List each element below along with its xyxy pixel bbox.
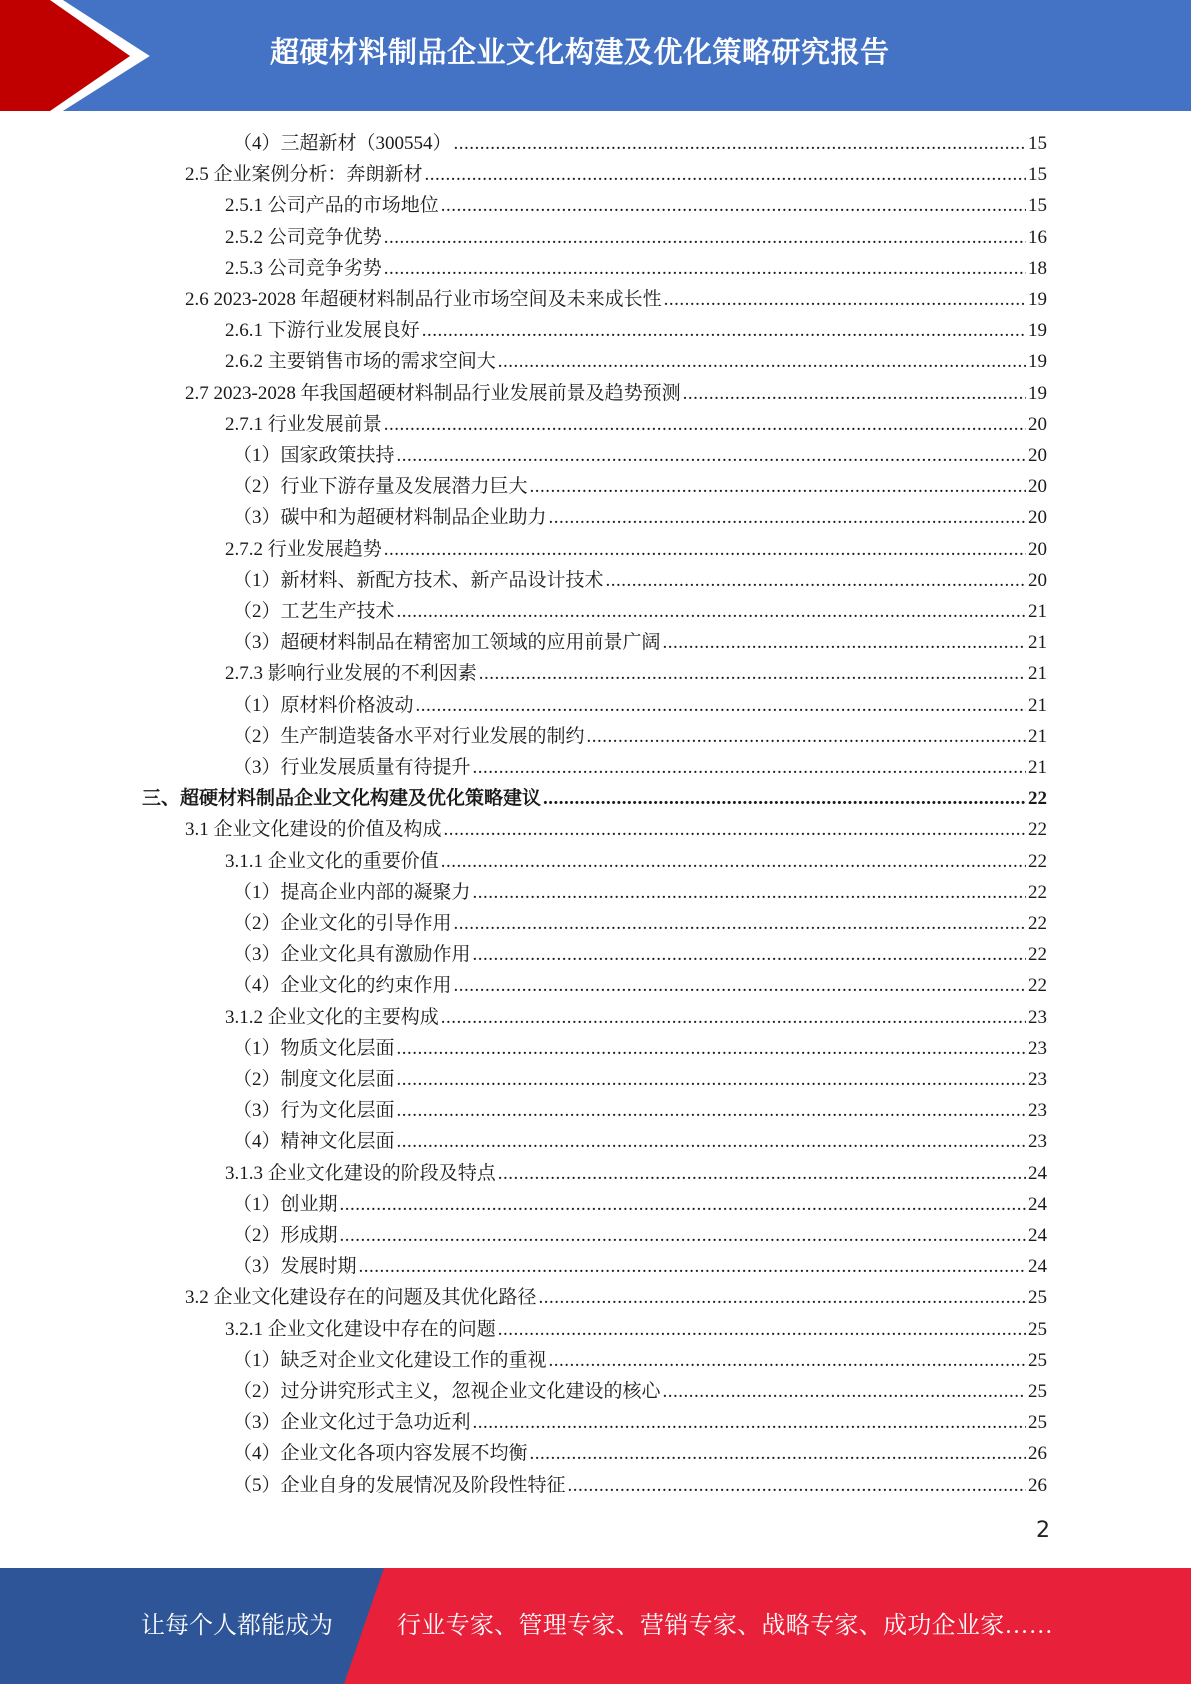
toc-entry[interactable] — [225, 409, 1047, 440]
toc-entry-page-number: 20 — [1028, 538, 1047, 560]
toc-entry-title: （2）工艺生产技术 — [233, 601, 395, 622]
toc-entry-title: （4）企业文化的约束作用 — [233, 975, 452, 997]
toc-entry-title: 2.7.3 影响行业发展的不利因素 — [225, 663, 477, 685]
toc-entry[interactable] — [225, 534, 1047, 565]
toc-entry[interactable] — [233, 471, 1047, 502]
footer-slogan-right: 行业专家、管理专家、营销专家、战略专家、成功企业家…… — [397, 1613, 1054, 1639]
toc-dot-leader — [454, 970, 1026, 1001]
toc-entry-title: 2.5.3 公司竞争劣势 — [225, 257, 382, 279]
toc-dot-leader — [397, 1095, 1026, 1126]
toc-entry-page-number: 21 — [1028, 632, 1047, 654]
toc-entry-page-number: 19 — [1028, 351, 1047, 373]
toc-dot-leader — [384, 409, 1026, 440]
toc-entry[interactable] — [233, 1095, 1047, 1126]
toc-entry-title: 2.5.1 公司产品的市场地位 — [225, 195, 439, 217]
toc-entry-title: 3.1 企业文化建设的价值及构成 — [185, 819, 442, 841]
toc-entry-title: （2）形成期 — [233, 1225, 338, 1246]
toc-entry-page-number: 21 — [1028, 694, 1047, 716]
toc-entry-title: 3.1.1 企业文化的重要价值 — [225, 850, 439, 872]
toc-entry-page-number: 25 — [1028, 1412, 1047, 1434]
toc-entry-page-number: 15 — [1028, 133, 1047, 154]
toc-entry-page-number: 21 — [1028, 601, 1047, 622]
toc-dot-leader — [473, 1407, 1026, 1438]
toc-entry-page-number: 23 — [1028, 1100, 1047, 1122]
toc-entry-page-number: 18 — [1028, 257, 1047, 279]
toc-entry[interactable] — [233, 752, 1047, 783]
toc-entry[interactable] — [233, 1033, 1047, 1064]
toc-entry[interactable] — [185, 378, 1047, 409]
toc-entry-title: （2）生产制造装备水平对行业发展的制约 — [233, 725, 585, 747]
toc-entry[interactable] — [233, 908, 1047, 939]
toc-entry[interactable] — [225, 346, 1047, 377]
toc-entry[interactable] — [233, 877, 1047, 908]
report-title: 超硬材料制品企业文化构建及优化策略研究报告 — [270, 35, 890, 69]
toc-dot-leader — [473, 752, 1026, 783]
toc-entry-page-number: 21 — [1028, 725, 1047, 747]
toc-entry[interactable] — [233, 1376, 1047, 1407]
toc-entry[interactable] — [142, 783, 1047, 814]
toc-entry[interactable] — [233, 627, 1047, 658]
toc-entry-title: 2.6 2023-2028 年超硬材料制品行业市场空间及未来成长性 — [185, 289, 662, 310]
toc-entry[interactable] — [233, 502, 1047, 533]
toc-entry[interactable] — [225, 190, 1047, 221]
toc-entry[interactable] — [225, 222, 1047, 253]
toc-dot-leader — [397, 596, 1026, 627]
toc-entry-title: 3.2.1 企业文化建设中存在的问题 — [225, 1318, 496, 1340]
toc-entry[interactable] — [233, 1064, 1047, 1095]
toc-entry-title: 2.7 2023-2028 年我国超硬材料制品行业发展前景及趋势预测 — [185, 382, 681, 404]
toc-dot-leader — [441, 190, 1026, 221]
toc-entry-page-number: 22 — [1028, 975, 1047, 997]
toc-entry[interactable] — [233, 1438, 1047, 1469]
toc-entry[interactable] — [233, 565, 1047, 596]
toc-entry-title: 2.5 企业案例分析：奔朗新材 — [185, 164, 423, 186]
toc-entry-title: （1）国家政策扶持 — [233, 445, 395, 466]
toc-entry-page-number: 21 — [1028, 757, 1047, 778]
toc-dot-leader — [683, 378, 1026, 409]
toc-dot-leader — [441, 1002, 1026, 1033]
toc-entry-page-number: 24 — [1028, 1193, 1047, 1215]
toc-entry-title: 3.1.2 企业文化的主要构成 — [225, 1006, 439, 1028]
toc-entry[interactable] — [225, 315, 1047, 346]
toc-dot-leader — [587, 721, 1026, 752]
toc-entry-page-number: 23 — [1028, 1037, 1047, 1059]
toc-entry-page-number: 24 — [1028, 1162, 1047, 1184]
toc-dot-leader — [606, 565, 1026, 596]
toc-entry-title: （2）制度文化层面 — [233, 1069, 395, 1090]
toc-entry[interactable] — [233, 1407, 1047, 1438]
toc-entry-title: （3）企业文化具有激励作用 — [233, 944, 471, 966]
footer-slogan-left: 让每个人都能成为 — [141, 1613, 333, 1639]
toc-dot-leader — [422, 315, 1026, 346]
toc-entry-page-number: 22 — [1028, 788, 1047, 810]
toc-dot-leader — [397, 1064, 1026, 1095]
toc-entry[interactable] — [233, 1470, 1047, 1501]
toc-entry[interactable] — [233, 1189, 1047, 1220]
toc-dot-leader — [498, 1158, 1026, 1189]
toc-entry-title: 2.6.2 主要销售市场的需求空间大 — [225, 351, 496, 373]
toc-entry-title: （2）企业文化的引导作用 — [233, 913, 452, 934]
toc-entry[interactable] — [233, 1251, 1047, 1282]
toc-entry-title: （4）精神文化层面 — [233, 1131, 395, 1153]
toc-entry[interactable] — [225, 846, 1047, 877]
toc-entry-title: 2.7.1 行业发展前景 — [225, 413, 382, 435]
toc-entry[interactable] — [185, 814, 1047, 845]
toc-entry-title: 3.1.3 企业文化建设的阶段及特点 — [225, 1162, 496, 1184]
toc-dot-leader — [530, 1438, 1026, 1469]
toc-dot-leader — [397, 1033, 1026, 1064]
toc-dot-leader — [384, 534, 1026, 565]
toc-entry-title: （1）缺乏对企业文化建设工作的重视 — [233, 1349, 547, 1371]
toc-entry-title: 3.2 企业文化建设存在的问题及其优化路径 — [185, 1287, 537, 1309]
toc-entry[interactable] — [233, 596, 1047, 627]
toc-entry-title: （3）超硬材料制品在精密加工领域的应用前景广阔 — [233, 632, 661, 654]
toc-dot-leader — [663, 627, 1026, 658]
toc-dot-leader — [473, 877, 1026, 908]
toc-dot-leader — [663, 1376, 1026, 1407]
toc-entry[interactable] — [185, 159, 1047, 190]
toc-entry-title: 2.6.1 下游行业发展良好 — [225, 320, 420, 342]
toc-entry-page-number: 23 — [1028, 1131, 1047, 1153]
toc-entry-page-number: 22 — [1028, 881, 1047, 903]
toc-entry[interactable] — [185, 1282, 1047, 1313]
toc-entry-page-number: 22 — [1028, 850, 1047, 872]
toc-entry-page-number: 25 — [1028, 1287, 1047, 1309]
toc-entry[interactable] — [233, 721, 1047, 752]
toc-entry-page-number: 24 — [1028, 1256, 1047, 1278]
toc-dot-leader — [425, 159, 1026, 190]
toc-entry[interactable] — [225, 658, 1047, 689]
toc-dot-leader — [539, 1282, 1026, 1313]
toc-dot-leader — [454, 128, 1026, 159]
toc-entry-title: （1）创业期 — [233, 1193, 338, 1215]
page-header — [0, 0, 1191, 111]
toc-entry-page-number: 25 — [1028, 1381, 1047, 1402]
toc-entry-title: （3）行为文化层面 — [233, 1100, 395, 1122]
toc-entry[interactable] — [233, 440, 1047, 471]
page-footer — [0, 1568, 1191, 1684]
toc-entry[interactable] — [225, 253, 1047, 284]
toc-entry[interactable] — [225, 1158, 1047, 1189]
toc-entry-page-number: 22 — [1028, 913, 1047, 934]
toc-entry-title: （2）过分讲究形式主义，忽视企业文化建设的核心 — [233, 1381, 661, 1402]
toc-entry[interactable] — [233, 1220, 1047, 1251]
toc-entry[interactable] — [233, 690, 1047, 721]
toc-dot-leader — [568, 1470, 1026, 1501]
toc-entry-page-number: 19 — [1028, 320, 1047, 342]
page-number: 2 — [1036, 1518, 1050, 1543]
toc-entry[interactable] — [225, 1002, 1047, 1033]
toc-entry-title: （3）碳中和为超硬材料制品企业助力 — [233, 507, 547, 529]
toc-entry-page-number: 25 — [1028, 1349, 1047, 1371]
toc-dot-leader — [498, 346, 1026, 377]
toc-entry-title: （3）行业发展质量有待提升 — [233, 757, 471, 778]
toc-dot-leader — [479, 658, 1026, 689]
toc-entry-page-number: 19 — [1028, 289, 1047, 310]
toc-entry[interactable] — [185, 284, 1047, 315]
toc-entry-page-number: 19 — [1028, 382, 1047, 404]
toc-entry-title: （1）新材料、新配方技术、新产品设计技术 — [233, 569, 604, 591]
toc-entry-title: （5）企业自身的发展情况及阶段性特征 — [233, 1474, 566, 1496]
toc-entry[interactable] — [233, 939, 1047, 970]
toc-dot-leader — [444, 814, 1026, 845]
toc-entry-page-number: 26 — [1028, 1474, 1047, 1496]
toc-entry-title: （3）企业文化过于急功近利 — [233, 1412, 471, 1434]
toc-entry-page-number: 21 — [1028, 663, 1047, 685]
toc-entry[interactable] — [233, 1126, 1047, 1157]
toc-entry-page-number: 22 — [1028, 944, 1047, 966]
toc-dot-leader — [498, 1314, 1026, 1345]
toc-dot-leader — [530, 471, 1026, 502]
toc-entry-title: （2）行业下游存量及发展潜力巨大 — [233, 476, 528, 498]
toc-entry-page-number: 16 — [1028, 226, 1047, 248]
toc-entry[interactable] — [233, 128, 1047, 159]
toc-entry-title: （4）三超新材（300554） — [233, 133, 452, 154]
toc-entry-page-number: 20 — [1028, 413, 1047, 435]
toc-entry-page-number: 24 — [1028, 1225, 1047, 1246]
toc-dot-leader — [397, 440, 1026, 471]
toc-dot-leader — [340, 1189, 1026, 1220]
toc-dot-leader — [340, 1220, 1026, 1251]
toc-entry-page-number: 23 — [1028, 1006, 1047, 1028]
toc-dot-leader — [473, 939, 1026, 970]
toc-entry-title: 三、超硬材料制品企业文化构建及优化策略建议 — [142, 788, 542, 810]
toc-entry-title: （4）企业文化各项内容发展不均衡 — [233, 1443, 528, 1465]
toc-dot-leader — [454, 908, 1026, 939]
toc-dot-leader — [664, 284, 1026, 315]
toc-entry-page-number: 23 — [1028, 1069, 1047, 1090]
toc-entry-page-number: 20 — [1028, 476, 1047, 498]
toc-entry-title: （1）原材料价格波动 — [233, 694, 414, 716]
toc-entry[interactable] — [225, 1314, 1047, 1345]
toc-dot-leader — [384, 222, 1026, 253]
toc-entry-page-number: 20 — [1028, 445, 1047, 466]
toc-entry-page-number: 26 — [1028, 1443, 1047, 1465]
toc-entry-page-number: 20 — [1028, 569, 1047, 591]
toc-dot-leader — [543, 783, 1026, 814]
toc-entry[interactable] — [233, 970, 1047, 1001]
toc-dot-leader — [359, 1251, 1026, 1282]
toc-dot-leader — [416, 690, 1026, 721]
toc-dot-leader — [384, 253, 1026, 284]
toc-entry-page-number: 15 — [1028, 195, 1047, 217]
toc-dot-leader — [549, 1345, 1026, 1376]
toc-entry-title: （3）发展时期 — [233, 1256, 357, 1278]
toc-entry-page-number: 22 — [1028, 819, 1047, 841]
toc-entry-page-number: 20 — [1028, 507, 1047, 529]
toc-entry-page-number: 25 — [1028, 1318, 1047, 1340]
toc-dot-leader — [397, 1126, 1026, 1157]
toc-entry-title: 2.7.2 行业发展趋势 — [225, 538, 382, 560]
toc-entry-title: 2.5.2 公司竞争优势 — [225, 226, 382, 248]
toc-dot-leader — [441, 846, 1026, 877]
toc-dot-leader — [549, 502, 1026, 533]
toc-entry-page-number: 15 — [1028, 164, 1047, 186]
toc-entry[interactable] — [233, 1345, 1047, 1376]
toc-entry-title: （1）物质文化层面 — [233, 1037, 395, 1059]
toc-entry-title: （1）提高企业内部的凝聚力 — [233, 881, 471, 903]
